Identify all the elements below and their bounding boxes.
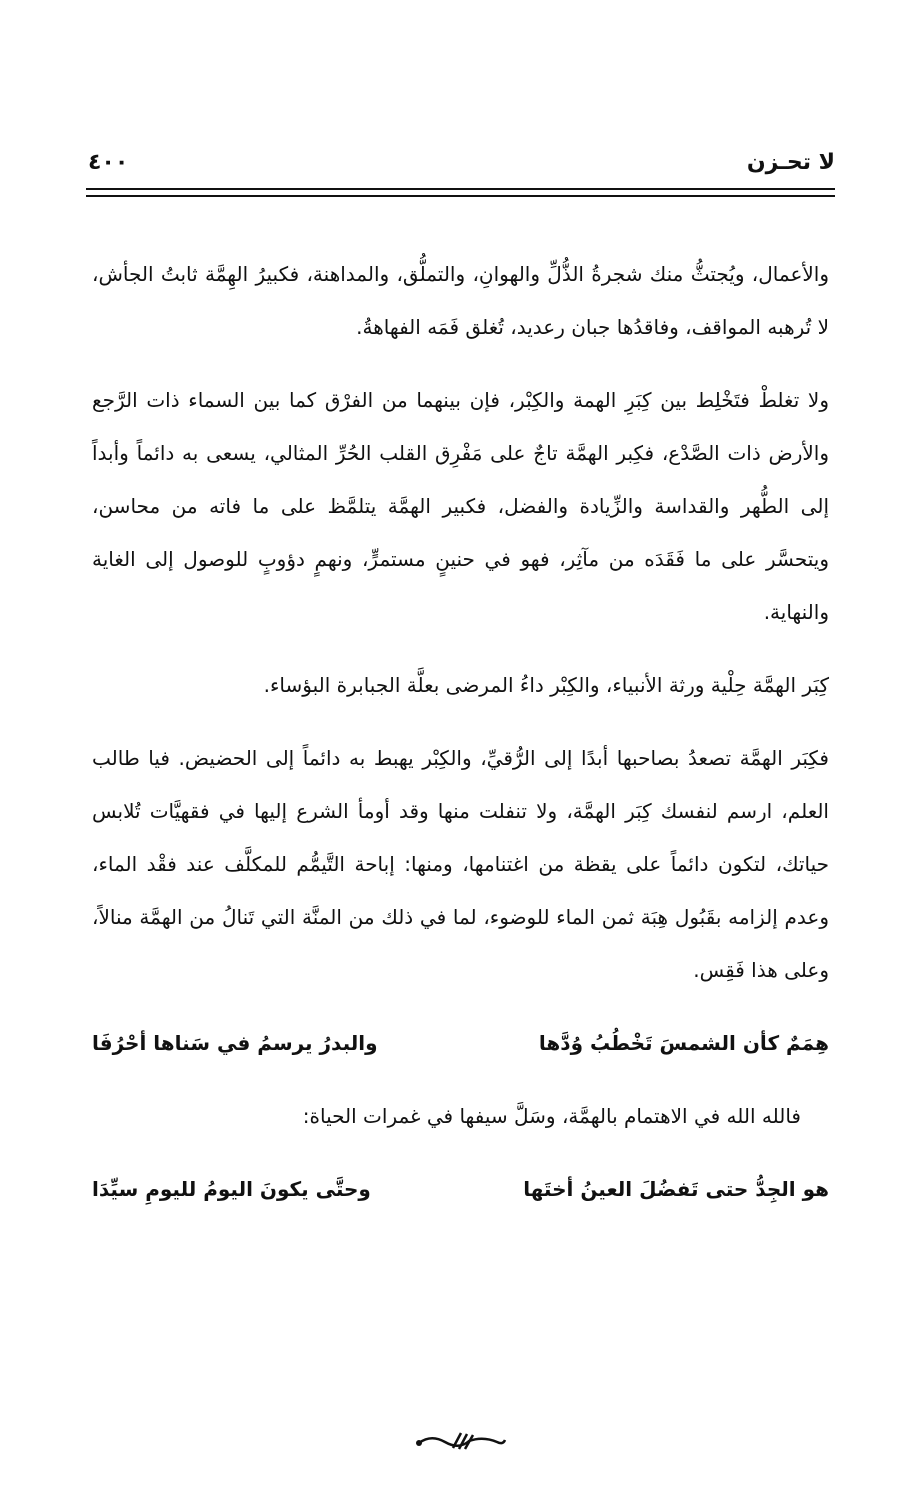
running-title: لا تحـزن (746, 150, 835, 175)
header-rule-top (86, 188, 835, 190)
paragraph-4: فكِبَر الهمَّة تصعدُ بصاحبها أبدًا إلى الرُّقيِّ، والكِبْر يهبط به دائماً إلى الحضيض. فيا طالب العلم، ارسم لنفسك كِبَر الهمَّة، ولا تنفلت منها وقد أومأ الشرع إليها في فقهيَّات تُلابس حياتك، لتكون دائماً على يقظة من اغتنامها، ومنها: إباحة التَّيمُّم للمكلَّف عند فقْد الماء، وعدم إلزامه بقَبُول هِبَة ثمن الماء للوضوء، لما في ذلك من المنَّة التي تَنالُ من الهمَّة منالاً، وعلى هذا فَقِس. (92, 746, 829, 982)
page-header (88, 150, 835, 190)
verse-2-first-hemistich: هو الجِدُّ حتى تَفضُلَ العينُ أختَها (523, 1177, 829, 1201)
header-rule-bottom (86, 195, 835, 197)
end-ornament-icon (0, 1430, 921, 1456)
page-number: ٤٠٠ (88, 150, 129, 175)
paragraph-3: كِبَر الهمَّة حِلْية ورثة الأنبياء، والكِبْر داءُ المرضى بعلَّة الجبابرة البؤساء. (263, 673, 829, 697)
verse-2-second-hemistich: وحتَّى يكونَ اليومُ لليومِ سيِّدَا (92, 1177, 371, 1201)
verse-1-second-hemistich: والبدرُ يرسمُ في سَناها أحْرُفَا (92, 1031, 378, 1055)
paragraph-5: فالله الله في الاهتمام بالهمَّة، وسَلَّ سيفها في غمرات الحياة: (302, 1104, 801, 1128)
page-body (92, 248, 829, 1236)
paragraph-2: ولا تغلطْ فتَخْلِط بين كِبَرِ الهمة والكِبْر، فإن بينهما من الفرْق كما بين السماء ذات الرَّجع والأرض ذات الصَّدْع، فكِبر الهمَّة تاجٌ على مَفْرِق القلب الحُرِّ المثالي، يسعى به دائماً وأبداً إلى الطُّهر والقداسة والزِّيادة والفضل، فكبير الهمَّة يتلمَّظ على ما فاته من محاسن، ويتحسَّر على ما فَقَدَه من مآثِر، فهو في حنينٍ مستمرٍّ، ونهمٍ دؤوبٍ للوصول إلى الغاية والنهاية. (92, 388, 829, 624)
paragraph-1: والأعمال، ويُجتثُّ منك شجرةُ الذُّلِّ والهوانِ، والتملُّق، والمداهنة، فكبيرُ الهِمَّة ثابتُ الجأش، لا تُرهبه المواقف، وفاقدُها جبان رعديد، تُغلق فَمَه الفهاهةُ. (92, 262, 829, 339)
verse-1 (92, 1017, 829, 1070)
verse-1-first-hemistich: هِمَمٌ كأن الشمسَ تَخْطُبُ وُدَّها (538, 1031, 829, 1055)
verse-2 (92, 1163, 829, 1216)
